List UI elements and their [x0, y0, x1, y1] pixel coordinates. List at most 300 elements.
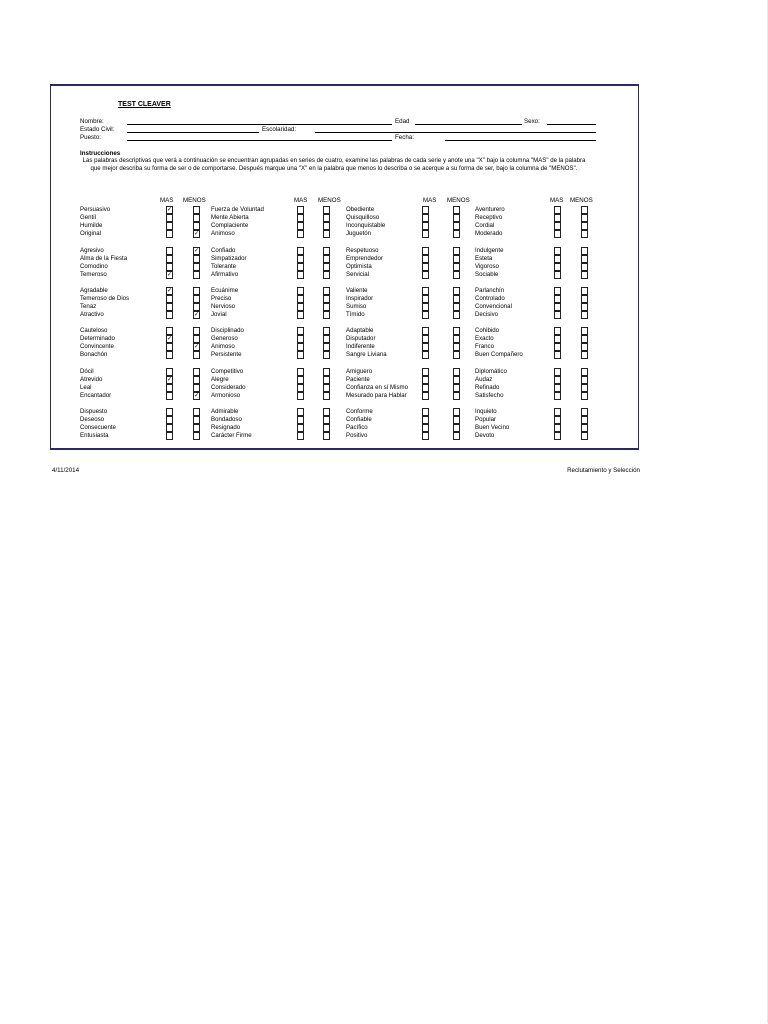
- menos-checkbox[interactable]: [323, 343, 330, 351]
- mas-checkbox[interactable]: [554, 287, 561, 295]
- trait-word: Preciso: [211, 294, 232, 302]
- mas-checkbox[interactable]: [554, 311, 561, 319]
- menos-checkbox[interactable]: [453, 376, 460, 384]
- menos-checkbox[interactable]: [323, 206, 330, 214]
- trait-word: Atractivo: [80, 310, 104, 318]
- mas-checkbox[interactable]: [422, 214, 429, 222]
- trait-word: Popular: [475, 415, 497, 423]
- trait-word: Satisfecho: [475, 391, 504, 399]
- mas-checkbox[interactable]: [297, 424, 304, 432]
- trait-word: Confianza en sí Mismo: [346, 383, 408, 391]
- mas-checkbox[interactable]: [166, 424, 173, 432]
- trait-word: Mesurado para Hablar: [346, 391, 407, 399]
- trait-word: Tolerante: [211, 262, 237, 270]
- menos-checkbox[interactable]: [323, 295, 330, 303]
- footer-department: Reclutamiento y Selección: [567, 467, 640, 474]
- trait-word: Inconquistable: [346, 221, 386, 229]
- form-title: TEST CLEAVER: [118, 101, 171, 108]
- mas-checkbox[interactable]: [422, 416, 429, 424]
- menos-checkbox[interactable]: [581, 384, 588, 392]
- mas-checkbox[interactable]: [422, 255, 429, 263]
- trait-word: Inquieto: [475, 407, 497, 415]
- mas-checkbox[interactable]: [554, 271, 561, 279]
- menos-checkbox[interactable]: [581, 222, 588, 230]
- mas-checkbox[interactable]: [422, 408, 429, 416]
- menos-checkbox[interactable]: [323, 392, 330, 400]
- mas-checkbox[interactable]: [554, 255, 561, 263]
- trait-word: Diplomático: [475, 367, 507, 375]
- mas-checkbox[interactable]: [422, 295, 429, 303]
- trait-word: Fuerza de Voluntad: [211, 205, 264, 213]
- mas-checkbox[interactable]: [166, 230, 173, 238]
- mas-checkbox[interactable]: [554, 351, 561, 359]
- mas-checkbox[interactable]: [297, 303, 304, 311]
- trait-word: Temeroso de Dios: [80, 294, 130, 302]
- menos-checkbox[interactable]: [193, 295, 200, 303]
- trait-word: Bondadoso: [211, 415, 242, 423]
- menos-checkbox[interactable]: [193, 271, 200, 279]
- menos-checkbox[interactable]: [581, 327, 588, 335]
- estado-civil-label: Estado Civil:: [80, 126, 115, 133]
- menos-checkbox[interactable]: [323, 222, 330, 230]
- mas-checkbox[interactable]: [297, 206, 304, 214]
- mas-checkbox[interactable]: [422, 351, 429, 359]
- menos-checkbox[interactable]: [193, 424, 200, 432]
- trait-word: Comodino: [80, 262, 108, 270]
- trait-word: Convincente: [80, 342, 114, 350]
- mas-checkbox[interactable]: [422, 432, 429, 440]
- mas-checkbox[interactable]: [422, 424, 429, 432]
- menos-checkbox[interactable]: [453, 351, 460, 359]
- mas-checkbox[interactable]: [166, 222, 173, 230]
- trait-word: Dócil: [80, 367, 94, 375]
- menos-checkbox[interactable]: [193, 432, 200, 440]
- mas-checkbox[interactable]: [422, 271, 429, 279]
- mas-checkbox[interactable]: [297, 327, 304, 335]
- mas-checkbox[interactable]: [554, 206, 561, 214]
- mas-checkbox[interactable]: [166, 263, 173, 271]
- trait-word: Alegre: [211, 375, 229, 383]
- mas-checkbox[interactable]: [297, 343, 304, 351]
- menos-checkbox[interactable]: [453, 311, 460, 319]
- mas-checkbox[interactable]: [166, 247, 173, 255]
- menos-checkbox[interactable]: [581, 432, 588, 440]
- menos-checkbox[interactable]: [193, 287, 200, 295]
- trait-word: Persistente: [211, 350, 242, 358]
- instructions-heading: Instrucciones: [80, 150, 121, 157]
- menos-checkbox[interactable]: [453, 335, 460, 343]
- trait-word: Dispuesto: [80, 407, 108, 415]
- trait-word: Franco: [475, 342, 494, 350]
- menos-checkbox[interactable]: [453, 255, 460, 263]
- menos-checkbox[interactable]: [323, 416, 330, 424]
- mas-checkbox[interactable]: [554, 368, 561, 376]
- menos-checkbox[interactable]: [323, 271, 330, 279]
- menos-checkbox[interactable]: [323, 351, 330, 359]
- menos-checkbox[interactable]: [581, 311, 588, 319]
- mas-checkbox[interactable]: [297, 376, 304, 384]
- menos-checkbox[interactable]: [453, 343, 460, 351]
- menos-checkbox[interactable]: [453, 327, 460, 335]
- mas-checkbox[interactable]: [422, 335, 429, 343]
- trait-word: Ecuánime: [211, 286, 239, 294]
- menos-checkbox[interactable]: [453, 408, 460, 416]
- trait-word: Carácter Firme: [211, 431, 252, 439]
- menos-checkbox[interactable]: [453, 368, 460, 376]
- menos-checkbox[interactable]: [323, 247, 330, 255]
- menos-checkbox[interactable]: [323, 327, 330, 335]
- menos-checkbox[interactable]: [193, 416, 200, 424]
- trait-word: Respetuoso: [346, 246, 379, 254]
- menos-checkbox[interactable]: [581, 247, 588, 255]
- mas-checkbox[interactable]: [422, 376, 429, 384]
- mas-checkbox[interactable]: [554, 384, 561, 392]
- puesto-field[interactable]: [127, 140, 392, 141]
- menos-checkbox[interactable]: [581, 287, 588, 295]
- col-mas-header: MAS: [160, 197, 174, 204]
- trait-word: Valiente: [346, 286, 368, 294]
- mas-checkbox[interactable]: [554, 247, 561, 255]
- escolaridad-field[interactable]: [315, 132, 596, 133]
- menos-checkbox[interactable]: [323, 432, 330, 440]
- mas-checkbox[interactable]: ✓: [167, 272, 173, 279]
- mas-checkbox[interactable]: [166, 327, 173, 335]
- menos-checkbox[interactable]: [193, 222, 200, 230]
- menos-checkbox[interactable]: [581, 376, 588, 384]
- menos-checkbox[interactable]: ✓: [194, 248, 200, 254]
- mas-checkbox[interactable]: [166, 408, 173, 416]
- menos-checkbox[interactable]: [193, 214, 200, 222]
- menos-checkbox[interactable]: [193, 255, 200, 263]
- mas-checkbox[interactable]: [554, 222, 561, 230]
- menos-checkbox[interactable]: [323, 368, 330, 376]
- menos-checkbox[interactable]: [323, 287, 330, 295]
- trait-word: Convencional: [475, 302, 512, 310]
- menos-checkbox[interactable]: [453, 303, 460, 311]
- trait-word: Audaz: [475, 375, 493, 383]
- mas-checkbox[interactable]: [554, 376, 561, 384]
- menos-checkbox[interactable]: [193, 206, 200, 214]
- menos-checkbox[interactable]: [193, 368, 200, 376]
- mas-checkbox[interactable]: [297, 432, 304, 440]
- mas-checkbox[interactable]: [166, 255, 173, 263]
- menos-checkbox[interactable]: [581, 271, 588, 279]
- mas-checkbox[interactable]: [422, 287, 429, 295]
- trait-word: Encantador: [80, 391, 112, 399]
- mas-checkbox[interactable]: [554, 327, 561, 335]
- mas-checkbox[interactable]: [422, 222, 429, 230]
- trait-word: Buen Compañero: [475, 350, 523, 358]
- mas-checkbox[interactable]: [166, 432, 173, 440]
- trait-word: Indiferente: [346, 342, 375, 350]
- trait-word: Nervioso: [211, 302, 236, 310]
- mas-checkbox[interactable]: [166, 416, 173, 424]
- menos-checkbox[interactable]: [453, 214, 460, 222]
- menos-checkbox[interactable]: [323, 376, 330, 384]
- sexo-label: Sexo:: [524, 118, 540, 125]
- mas-checkbox[interactable]: [422, 311, 429, 319]
- mas-checkbox[interactable]: [297, 230, 304, 238]
- nombre-field[interactable]: [127, 124, 392, 125]
- menos-checkbox[interactable]: [581, 392, 588, 400]
- menos-checkbox[interactable]: [581, 255, 588, 263]
- trait-word: Controlado: [475, 294, 505, 302]
- col-menos-header: MENOS: [570, 197, 593, 204]
- trait-word: Confiado: [211, 246, 236, 254]
- trait-word: Jovial: [211, 310, 227, 318]
- trait-word: Optimista: [346, 262, 372, 270]
- menos-checkbox[interactable]: [453, 432, 460, 440]
- menos-checkbox[interactable]: [581, 335, 588, 343]
- menos-checkbox[interactable]: [453, 222, 460, 230]
- col-menos-header: MENOS: [447, 197, 470, 204]
- mas-checkbox[interactable]: [297, 222, 304, 230]
- trait-word: Tenaz: [80, 302, 97, 310]
- trait-word: Simpatizador: [211, 254, 247, 262]
- trait-word: Disputador: [346, 334, 376, 342]
- mas-checkbox[interactable]: [554, 214, 561, 222]
- puesto-label: Puesto:: [80, 134, 101, 141]
- menos-checkbox[interactable]: [581, 206, 588, 214]
- mas-checkbox[interactable]: [166, 351, 173, 359]
- mas-checkbox[interactable]: [297, 351, 304, 359]
- menos-checkbox[interactable]: [453, 295, 460, 303]
- trait-word: Obediente: [346, 205, 375, 213]
- mas-checkbox[interactable]: [166, 384, 173, 392]
- trait-word: Inspirador: [346, 294, 374, 302]
- mas-checkbox[interactable]: [422, 263, 429, 271]
- mas-checkbox[interactable]: ✓: [167, 207, 173, 213]
- trait-word: Afirmativo: [211, 270, 239, 278]
- trait-word: Resignado: [211, 423, 241, 431]
- mas-checkbox[interactable]: [297, 263, 304, 271]
- trait-word: Gentil: [80, 213, 96, 221]
- menos-checkbox[interactable]: [453, 384, 460, 392]
- trait-word: Complaciente: [211, 221, 249, 229]
- mas-checkbox[interactable]: [422, 327, 429, 335]
- trait-word: Entusiasta: [80, 431, 109, 439]
- document-frame: [50, 84, 639, 450]
- mas-checkbox[interactable]: [554, 424, 561, 432]
- trait-word: Armonioso: [211, 391, 241, 399]
- trait-word: Sangre Liviana: [346, 350, 387, 358]
- mas-checkbox[interactable]: [422, 343, 429, 351]
- trait-word: Temeroso: [80, 270, 107, 278]
- trait-word: Leal: [80, 383, 92, 391]
- menos-checkbox[interactable]: [581, 230, 588, 238]
- mas-checkbox[interactable]: [554, 335, 561, 343]
- col-menos-header: MENOS: [318, 197, 341, 204]
- edad-field[interactable]: [415, 124, 522, 125]
- trait-word: Determinado: [80, 334, 115, 342]
- menos-checkbox[interactable]: [193, 351, 200, 359]
- mas-checkbox[interactable]: [554, 295, 561, 303]
- nombre-label: Nombre:: [80, 118, 104, 125]
- menos-checkbox[interactable]: [581, 408, 588, 416]
- menos-checkbox[interactable]: [323, 230, 330, 238]
- trait-word: Agresivo: [80, 246, 104, 254]
- trait-word: Animoso: [211, 342, 235, 350]
- trait-word: Considerado: [211, 383, 246, 391]
- trait-word: Aventurero: [475, 205, 505, 213]
- menos-checkbox[interactable]: ✓: [194, 393, 200, 400]
- mas-checkbox[interactable]: [166, 392, 173, 400]
- menos-checkbox[interactable]: [453, 271, 460, 279]
- menos-checkbox[interactable]: [453, 287, 460, 295]
- trait-word: Admirable: [211, 407, 239, 415]
- menos-checkbox[interactable]: [581, 263, 588, 271]
- estado-civil-field[interactable]: [127, 132, 259, 133]
- trait-word: Receptivo: [475, 213, 503, 221]
- mas-checkbox[interactable]: [166, 311, 173, 319]
- mas-checkbox[interactable]: [166, 214, 173, 222]
- trait-word: Original: [80, 229, 101, 237]
- menos-checkbox[interactable]: [323, 303, 330, 311]
- menos-checkbox[interactable]: [193, 327, 200, 335]
- menos-checkbox[interactable]: [323, 408, 330, 416]
- mas-checkbox[interactable]: [297, 247, 304, 255]
- mas-checkbox[interactable]: [166, 303, 173, 311]
- mas-checkbox[interactable]: [422, 384, 429, 392]
- menos-checkbox[interactable]: ✓: [194, 312, 200, 319]
- menos-checkbox[interactable]: [323, 255, 330, 263]
- mas-checkbox[interactable]: ✓: [167, 288, 173, 294]
- menos-checkbox[interactable]: [453, 263, 460, 271]
- mas-checkbox[interactable]: [554, 416, 561, 424]
- mas-checkbox[interactable]: [297, 335, 304, 343]
- trait-word: Confiable: [346, 415, 372, 423]
- mas-checkbox[interactable]: [297, 408, 304, 416]
- mas-checkbox[interactable]: [554, 392, 561, 400]
- trait-word: Bonachón: [80, 350, 108, 358]
- menos-checkbox[interactable]: [453, 206, 460, 214]
- trait-word: Parlanchín: [475, 286, 505, 294]
- mas-checkbox[interactable]: [422, 392, 429, 400]
- trait-word: Servicial: [346, 270, 370, 278]
- menos-checkbox[interactable]: [323, 335, 330, 343]
- mas-checkbox[interactable]: [554, 432, 561, 440]
- trait-word: Moderado: [475, 229, 503, 237]
- menos-checkbox[interactable]: [453, 392, 460, 400]
- mas-checkbox[interactable]: [166, 295, 173, 303]
- menos-checkbox[interactable]: [193, 335, 200, 343]
- mas-checkbox[interactable]: [422, 303, 429, 311]
- mas-checkbox[interactable]: [297, 271, 304, 279]
- menos-checkbox[interactable]: [193, 303, 200, 311]
- edad-label: Edad: [395, 118, 410, 125]
- trait-word: Decisivo: [475, 310, 499, 318]
- menos-checkbox[interactable]: [581, 214, 588, 222]
- mas-checkbox[interactable]: [554, 263, 561, 271]
- instructions-text: Las palabras descriptivas que verá a continuación se encuentran agrupadas en series de cuatro, examine las palabras de cada serie y anote una "X" bajo la columna "MAS" de la palabra que mejor describa su forma de ser o de comportarse. Después marque una "X" en la palabra que menos lo describa o se acerque a su forma de ser, bajo la columna de "MENOS".: [82, 157, 586, 172]
- menos-checkbox[interactable]: ✓: [194, 231, 200, 238]
- menos-checkbox[interactable]: [581, 295, 588, 303]
- mas-checkbox[interactable]: [297, 392, 304, 400]
- trait-word: Disciplinado: [211, 326, 244, 334]
- col-mas-header: MAS: [294, 197, 308, 204]
- mas-checkbox[interactable]: [422, 368, 429, 376]
- mas-checkbox[interactable]: [297, 214, 304, 222]
- menos-checkbox[interactable]: [193, 263, 200, 271]
- menos-checkbox[interactable]: [581, 303, 588, 311]
- trait-word: Esteta: [475, 254, 493, 262]
- mas-checkbox[interactable]: [554, 408, 561, 416]
- menos-checkbox[interactable]: [323, 424, 330, 432]
- mas-checkbox[interactable]: [297, 311, 304, 319]
- menos-checkbox[interactable]: [581, 351, 588, 359]
- sexo-field[interactable]: [547, 124, 596, 125]
- trait-word: Deseoso: [80, 415, 105, 423]
- menos-checkbox[interactable]: [453, 424, 460, 432]
- fecha-label: Fecha:: [395, 134, 414, 141]
- mas-checkbox[interactable]: [166, 368, 173, 376]
- mas-checkbox[interactable]: [297, 416, 304, 424]
- trait-word: Tímido: [346, 310, 365, 318]
- mas-checkbox[interactable]: [422, 247, 429, 255]
- menos-checkbox[interactable]: [453, 416, 460, 424]
- footer-date: 4/11/2014: [52, 467, 80, 474]
- fecha-field[interactable]: [445, 140, 596, 141]
- mas-checkbox[interactable]: [297, 368, 304, 376]
- trait-word: Sociable: [475, 270, 499, 278]
- trait-word: Consecuente: [80, 423, 116, 431]
- mas-checkbox[interactable]: [422, 206, 429, 214]
- mas-checkbox[interactable]: [554, 230, 561, 238]
- mas-checkbox[interactable]: [297, 287, 304, 295]
- trait-word: Refinado: [475, 383, 500, 391]
- trait-word: Cohibido: [475, 326, 500, 334]
- mas-checkbox[interactable]: [297, 255, 304, 263]
- menos-checkbox[interactable]: [581, 424, 588, 432]
- mas-checkbox[interactable]: [554, 343, 561, 351]
- menos-checkbox[interactable]: [323, 384, 330, 392]
- menos-checkbox[interactable]: [453, 230, 460, 238]
- trait-word: Exacto: [475, 334, 494, 342]
- menos-checkbox[interactable]: [453, 247, 460, 255]
- menos-checkbox[interactable]: [323, 311, 330, 319]
- mas-checkbox[interactable]: [422, 230, 429, 238]
- menos-checkbox[interactable]: [193, 376, 200, 384]
- mas-checkbox[interactable]: [166, 343, 173, 351]
- mas-checkbox[interactable]: ✓: [167, 336, 173, 343]
- menos-checkbox[interactable]: [581, 368, 588, 376]
- trait-word: Adaptable: [346, 326, 374, 334]
- menos-checkbox[interactable]: [581, 416, 588, 424]
- menos-checkbox[interactable]: [323, 263, 330, 271]
- trait-word: Cauteloso: [80, 326, 108, 334]
- trait-word: Cordial: [475, 221, 495, 229]
- mas-checkbox[interactable]: ✓: [167, 377, 173, 384]
- trait-word: Persuasivo: [80, 205, 111, 213]
- mas-checkbox[interactable]: [297, 384, 304, 392]
- menos-checkbox[interactable]: [193, 384, 200, 392]
- trait-word: Amiguero: [346, 367, 373, 375]
- mas-checkbox[interactable]: [554, 303, 561, 311]
- escolaridad-label: Escolaridad:: [262, 126, 297, 133]
- trait-word: Quisquilloso: [346, 213, 380, 221]
- trait-word: Devoto: [475, 431, 495, 439]
- menos-checkbox[interactable]: [323, 214, 330, 222]
- trait-word: Competitivo: [211, 367, 244, 375]
- menos-checkbox[interactable]: ✓: [194, 344, 200, 351]
- mas-checkbox[interactable]: [297, 295, 304, 303]
- trait-word: Sumiso: [346, 302, 367, 310]
- trait-word: Buen Vecino: [475, 423, 510, 431]
- menos-checkbox[interactable]: [193, 408, 200, 416]
- trait-word: Paciente: [346, 375, 370, 383]
- trait-word: Juguetón: [346, 229, 372, 237]
- menos-checkbox[interactable]: [581, 343, 588, 351]
